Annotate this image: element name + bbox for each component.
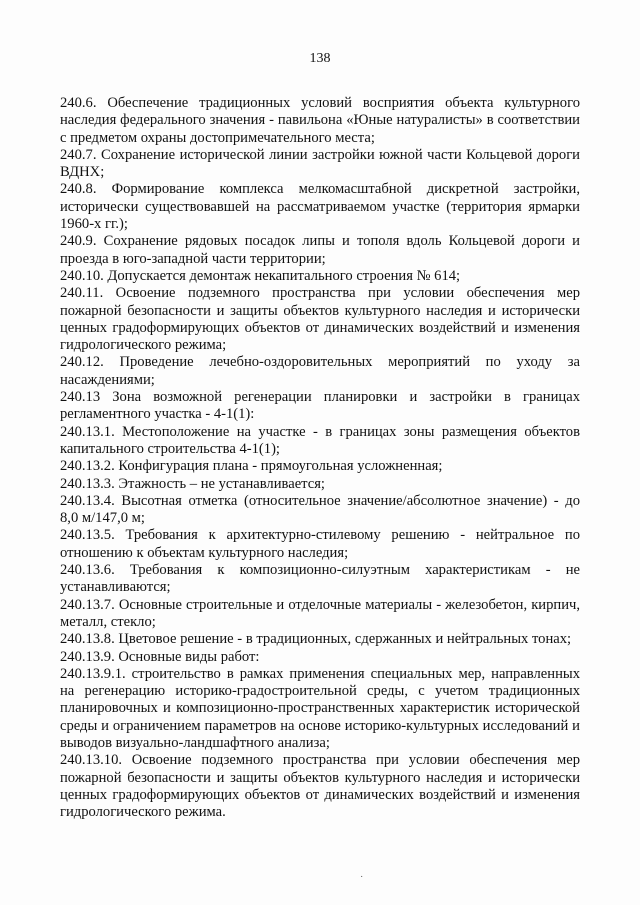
paragraph-240-7: 240.7. Сохранение исторической линии застройки южной части Кольцевой дороги ВДНХ; [60, 146, 580, 181]
paragraph-240-9: 240.9. Сохранение рядовых посадок липы и тополя вдоль Кольцевой дороги и проезда в юго-западной части территории; [60, 233, 580, 267]
paragraph-240-13-3: 240.13.3. Этажность – не устанавливается; [60, 475, 325, 492]
paragraph-240-13-6: 240.13.6. Требования к композиционно-силуэтным характеристикам - не устанавливаются; [60, 562, 580, 596]
paragraph-240-8: 240.8. Формирование комплекса мелкомасштабной дискретной застройки, исторически существовавшей на рассматриваемом участке (территория ярмарки 1960-х гг.); [60, 181, 580, 233]
paragraph-240-13-2: 240.13.2. Конфигурация плана - прямоугольная усложненная; [60, 458, 443, 475]
paragraph-240-13-5: 240.13.5. Требования к архитектурно-стилевому решению - нейтральное по отношению к объектам культурного наследия; [60, 527, 580, 561]
paragraph-240-13-10: 240.13.10. Освоение подземного пространства при условии обеспечения мер пожарной безопасности и защиты объектов культурного наследия и исторически ценных градоформирующих объектов от динамических воздействий и изменения гидрологического режима. [60, 752, 580, 821]
paragraph-240-11: 240.11. Освоение подземного пространства при условии обеспечения мер пожарной безопасности и защиты объектов культурного наследия и исторически ценных градоформирующих объектов от динамических воздействий и изменения гидрологического режима; [60, 285, 580, 354]
paragraph-240-13-4: 240.13.4. Высотная отметка (относительное значение/абсолютное значение) - до 8,0 м/147,0 м; [60, 492, 580, 527]
paragraph-240-10: 240.10. Допускается демонтаж некапитального строения № 614; [60, 267, 461, 284]
paragraph-240-13-9-1: 240.13.9.1. строительство в рамках применения специальных мер, направленных на регенерацию историко-градостроительной среды, с учетом традиционных планировочных и композиционно-пространственных характеристик исторической среды и ограничением параметров на основе историко-культурных исследований и выводов визуально-ландшафтного анализа; [60, 665, 580, 751]
paragraph-240-13-8: 240.13.8. Цветовое решение - в традиционных, сдержанных и нейтральных тонах; [60, 631, 572, 648]
paragraph-240-6: 240.6. Обеспечение традиционных условий восприятия объекта культурного наследия федерального значения - павильона «Юные натуралисты» в соответствии с предметом охраны достопримечательного места; [60, 95, 580, 146]
paragraph-240-13: 240.13 Зона возможной регенерации планировки и застройки в границах регламентного участка - 4-1(1): [60, 389, 580, 423]
document-body [60, 95, 580, 821]
paragraph-240-12: 240.12. Проведение лечебно-оздоровительных мероприятий по уходу за насаждениями; [60, 354, 580, 388]
paragraph-240-13-9: 240.13.9. Основные виды работ: [60, 648, 260, 665]
paragraph-240-13-7: 240.13.7. Основные строительные и отделочные материалы - железобетон, кирпич, металл, стекло; [60, 596, 580, 630]
paragraph-240-13-1: 240.13.1. Местоположение на участке - в границах зоны размещения объектов капитального строительства 4-1(1); [60, 423, 580, 457]
page-number: 138 [309, 51, 331, 66]
scan-speck: ˙ [360, 875, 364, 886]
